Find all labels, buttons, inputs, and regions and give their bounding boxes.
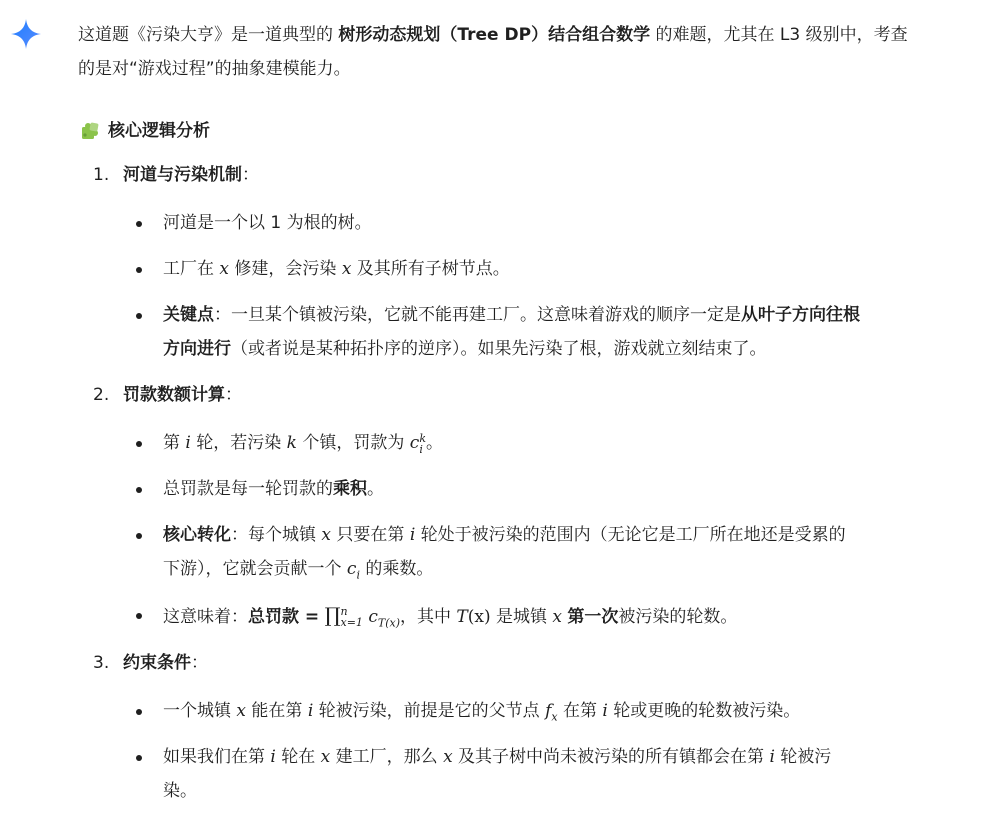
bullet-text: 修建，会污染 (229, 259, 342, 279)
bullet-text: 及其子树中尚未被污染的所有镇都会在第 (452, 747, 770, 767)
bullet-bold: 关键点 (163, 305, 214, 325)
intro-bold-topic: 树形动态规划（Tree DP）结合组合数学 (338, 25, 651, 45)
bullet-bold: 从叶子方向往根方向进行 (163, 305, 860, 359)
math-var-x: x (320, 747, 331, 767)
bullet-text: 。 (425, 433, 443, 453)
math-var-x: x (552, 607, 562, 627)
bullet-text: 建工厂，那么 (330, 747, 444, 767)
math-var-x: x (443, 747, 453, 767)
bullet-text: ：每个城镇 (231, 525, 322, 545)
bullet-text: 第 (163, 433, 186, 453)
item-number: 2. (93, 385, 110, 405)
math-var-i: i (307, 701, 314, 721)
math-sup: k (419, 431, 426, 445)
bullet-bold: 核心转化 (163, 525, 231, 545)
bullet-text: 轮处于被污染的范围内（无论它是工厂所在地还是受累的下游），它就会贡献一个 (163, 525, 846, 579)
math-var-x: x (341, 259, 352, 279)
bullet-text: 只要在第 (331, 525, 410, 545)
bullet-text: 被污染的轮数。 (618, 607, 738, 627)
bullet-text: 。 (367, 479, 384, 499)
bullet-text: 个镇，罚款为 (296, 433, 410, 453)
math-var-x: x (321, 525, 331, 545)
bullet-text: 的乘数。 (359, 559, 434, 579)
bullet-text: 河道是一个以 1 为根的树。 (163, 213, 372, 233)
item-colon: ： (191, 653, 208, 673)
bullet-item (123, 598, 861, 634)
bullet-text: ：一旦某个镇被污染，它就不能再建工厂。这意味着游戏的顺序一定是 (214, 305, 741, 325)
math-sub: T(x) (377, 616, 400, 630)
list-item-penalty (78, 378, 918, 634)
mechanism-bullets (123, 206, 918, 366)
math-var-c: c (409, 433, 420, 453)
math-c-ik (409, 431, 426, 456)
math-var-i: i (409, 525, 416, 545)
bullet-text: 轮在 (275, 747, 321, 767)
item-colon: ： (242, 165, 259, 185)
section-heading (78, 114, 918, 148)
math-var-T: T (456, 607, 468, 627)
math-var-i: i (602, 701, 608, 721)
item-heading: 罚款数额计算 (123, 385, 225, 405)
item-number: 3. (93, 653, 110, 673)
math-sup: n (340, 605, 348, 618)
section-title: 核心逻辑分析 (108, 121, 210, 141)
item-heading: 河道与污染机制 (123, 165, 242, 185)
bullet-item (123, 252, 861, 286)
bullet-text: 轮，若污染 (190, 433, 287, 453)
math-var-i: i (769, 747, 775, 767)
bullet-item (123, 518, 861, 586)
math-var-f: f (545, 701, 552, 721)
list-item-constraints (78, 646, 918, 808)
math-sub: x=1 (340, 616, 363, 629)
puzzle-icon (80, 121, 100, 141)
bullet-item (123, 206, 861, 240)
bullet-bold: 乘积 (333, 479, 367, 499)
bullet-text: 是城镇 (490, 607, 553, 627)
bullet-item (123, 472, 861, 506)
bullet-bold: 总罚款 = (248, 607, 320, 627)
intro-paragraph (78, 18, 908, 86)
bullet-text: ，其中 (399, 607, 457, 627)
math-var-i: i (185, 433, 191, 453)
bullet-text: 轮被污染。 (163, 747, 832, 801)
math-var-k: k (286, 433, 297, 453)
penalty-bullets (123, 426, 918, 634)
analysis-list (78, 158, 918, 808)
math-sub: i (356, 568, 360, 582)
item-heading: 约束条件 (123, 653, 191, 673)
bullet-text: 一个城镇 (163, 701, 237, 721)
gemini-sparkle-icon (10, 18, 42, 50)
bullet-text: 总罚款是每一轮罚款的 (163, 479, 333, 499)
bullet-text: 在第 (557, 701, 603, 721)
bullet-text: 轮或更晚的轮数被污染。 (607, 701, 801, 721)
bullet-item (123, 298, 861, 366)
math-var-c: c (368, 607, 378, 627)
constraint-bullets (123, 694, 918, 808)
math-var-i: i (270, 747, 276, 767)
bullet-text: 能在第 (246, 701, 308, 721)
item-number: 1. (93, 165, 110, 185)
intro-text-2: 的难题，尤其在 L3 级别中，考查的是对“游戏过程”的抽象建模能力。 (78, 25, 908, 79)
bullet-item (123, 740, 861, 808)
math-var-c: c (346, 559, 357, 579)
math-var-x: x (219, 259, 229, 279)
math-sub: i (419, 442, 423, 456)
bullet-item (123, 694, 861, 728)
intro-text-1: 这道题《污染大亨》是一道典型的 (78, 25, 339, 45)
list-item-mechanism (78, 158, 918, 366)
math-sub: x (551, 710, 558, 724)
product-symbol: ∏ (324, 603, 341, 627)
item-colon: ： (225, 385, 242, 405)
bullet-text: 如果我们在第 (163, 747, 271, 767)
bullet-text: 及其所有子树节点。 (351, 259, 510, 279)
bullet-bold: 第一次 (567, 607, 619, 627)
bullet-item (123, 426, 861, 460)
math-arg: (x) (467, 607, 491, 627)
bullet-text: （或者说是某种拓扑序的逆序）。如果先污染了根，游戏就立刻结束了。 (231, 339, 767, 359)
response-content (78, 18, 918, 820)
bullet-text: 这意味着： (163, 607, 248, 627)
bullet-text: 轮被污染，前提是它的父节点 (313, 701, 546, 721)
math-var-x: x (236, 701, 246, 721)
bullet-text: 工厂在 (163, 259, 220, 279)
